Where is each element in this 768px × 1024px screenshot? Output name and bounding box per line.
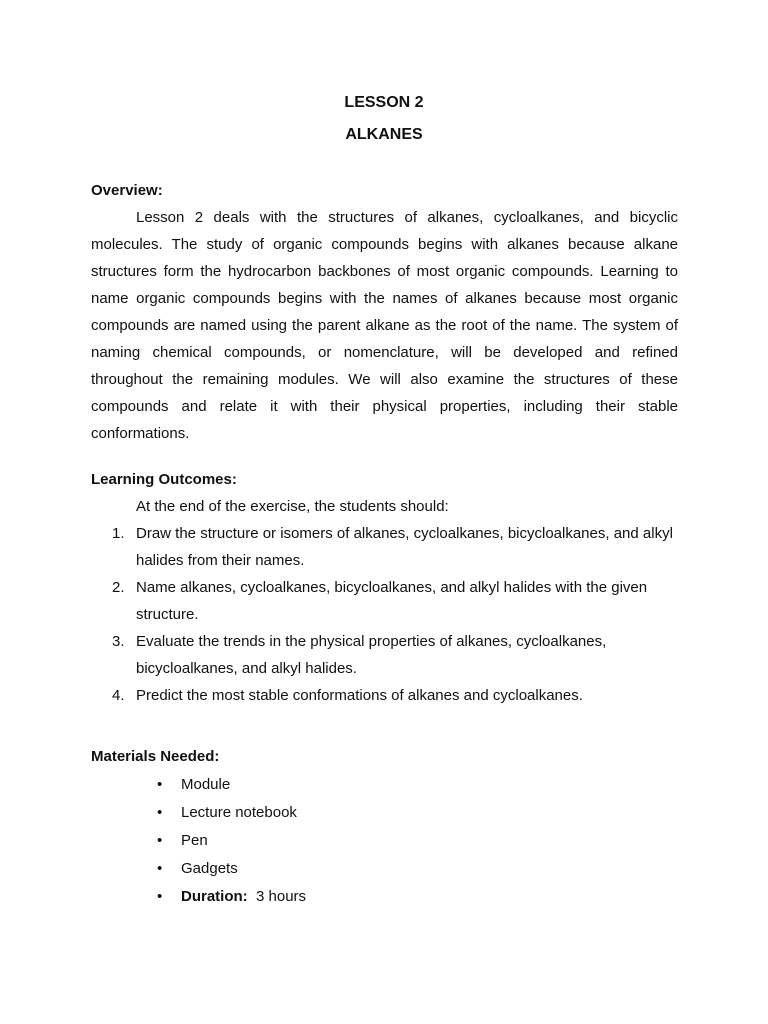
bullet-icon: •: [157, 776, 163, 793]
overview-paragraph: Lesson 2 deals with the structures of alkanes, cycloalkanes, and bicyclic molecules. The study of organic compounds begins with alkanes because alkane structures form the hydrocarbon backbones of most organic compounds. Learning to name organic compounds begins with the names of alkanes because most organic compounds are named using the parent alkane as the root of the name. The system of naming chemical compounds, or nomenclature, will be developed and refined throughout the remaining modules. We will also examine the structures of these compounds and relate it with their physical properties, including their stable conformations.: [91, 209, 678, 442]
duration-item: [91, 883, 306, 911]
materials-heading: Materials Needed:: [91, 748, 220, 765]
outcome-text: Predict the most stable conformations of alkanes and cycloalkanes.: [136, 687, 583, 704]
duration-value: 3 hours: [256, 888, 307, 905]
outcome-item: [91, 628, 681, 682]
outcome-text: Draw the structure or isomers of alkanes, cycloalkanes, bicycloalkanes, and alkyl halides from their names.: [136, 525, 673, 569]
learning-outcomes-heading: Learning Outcomes:: [91, 471, 237, 488]
bullet-icon: •: [157, 832, 163, 849]
learning-outcomes-intro: At the end of the exercise, the students should:: [136, 498, 449, 515]
outcome-item: [91, 574, 681, 628]
material-text: Lecture notebook: [181, 804, 297, 821]
learning-outcomes-list: [91, 520, 681, 709]
overview-heading: Overview:: [91, 182, 163, 199]
material-item: [91, 799, 306, 827]
material-text: Module: [181, 776, 231, 793]
duration-label: Duration:: [181, 888, 248, 905]
material-text: Pen: [181, 832, 208, 849]
material-item: [91, 771, 306, 799]
outcome-item: [91, 520, 681, 574]
materials-list: [91, 771, 306, 911]
outcome-number: 1.: [112, 525, 125, 542]
outcome-number: 3.: [112, 633, 125, 650]
material-text: Gadgets: [181, 860, 238, 877]
material-item: [91, 855, 306, 883]
outcome-text: Name alkanes, cycloalkanes, bicycloalkanes, and alkyl halides with the given structure.: [136, 579, 648, 623]
lesson-number: LESSON 2: [344, 94, 424, 111]
bullet-icon: •: [157, 888, 163, 905]
outcome-number: 4.: [112, 687, 125, 704]
bullet-icon: •: [157, 860, 163, 877]
outcome-text: Evaluate the trends in the physical properties of alkanes, cycloalkanes, bicycloalkanes, and alkyl halides.: [136, 633, 607, 677]
lesson-title: ALKANES: [345, 126, 423, 143]
outcome-item: [91, 682, 681, 709]
material-item: [91, 827, 306, 855]
bullet-icon: •: [157, 804, 163, 821]
outcome-number: 2.: [112, 579, 125, 596]
